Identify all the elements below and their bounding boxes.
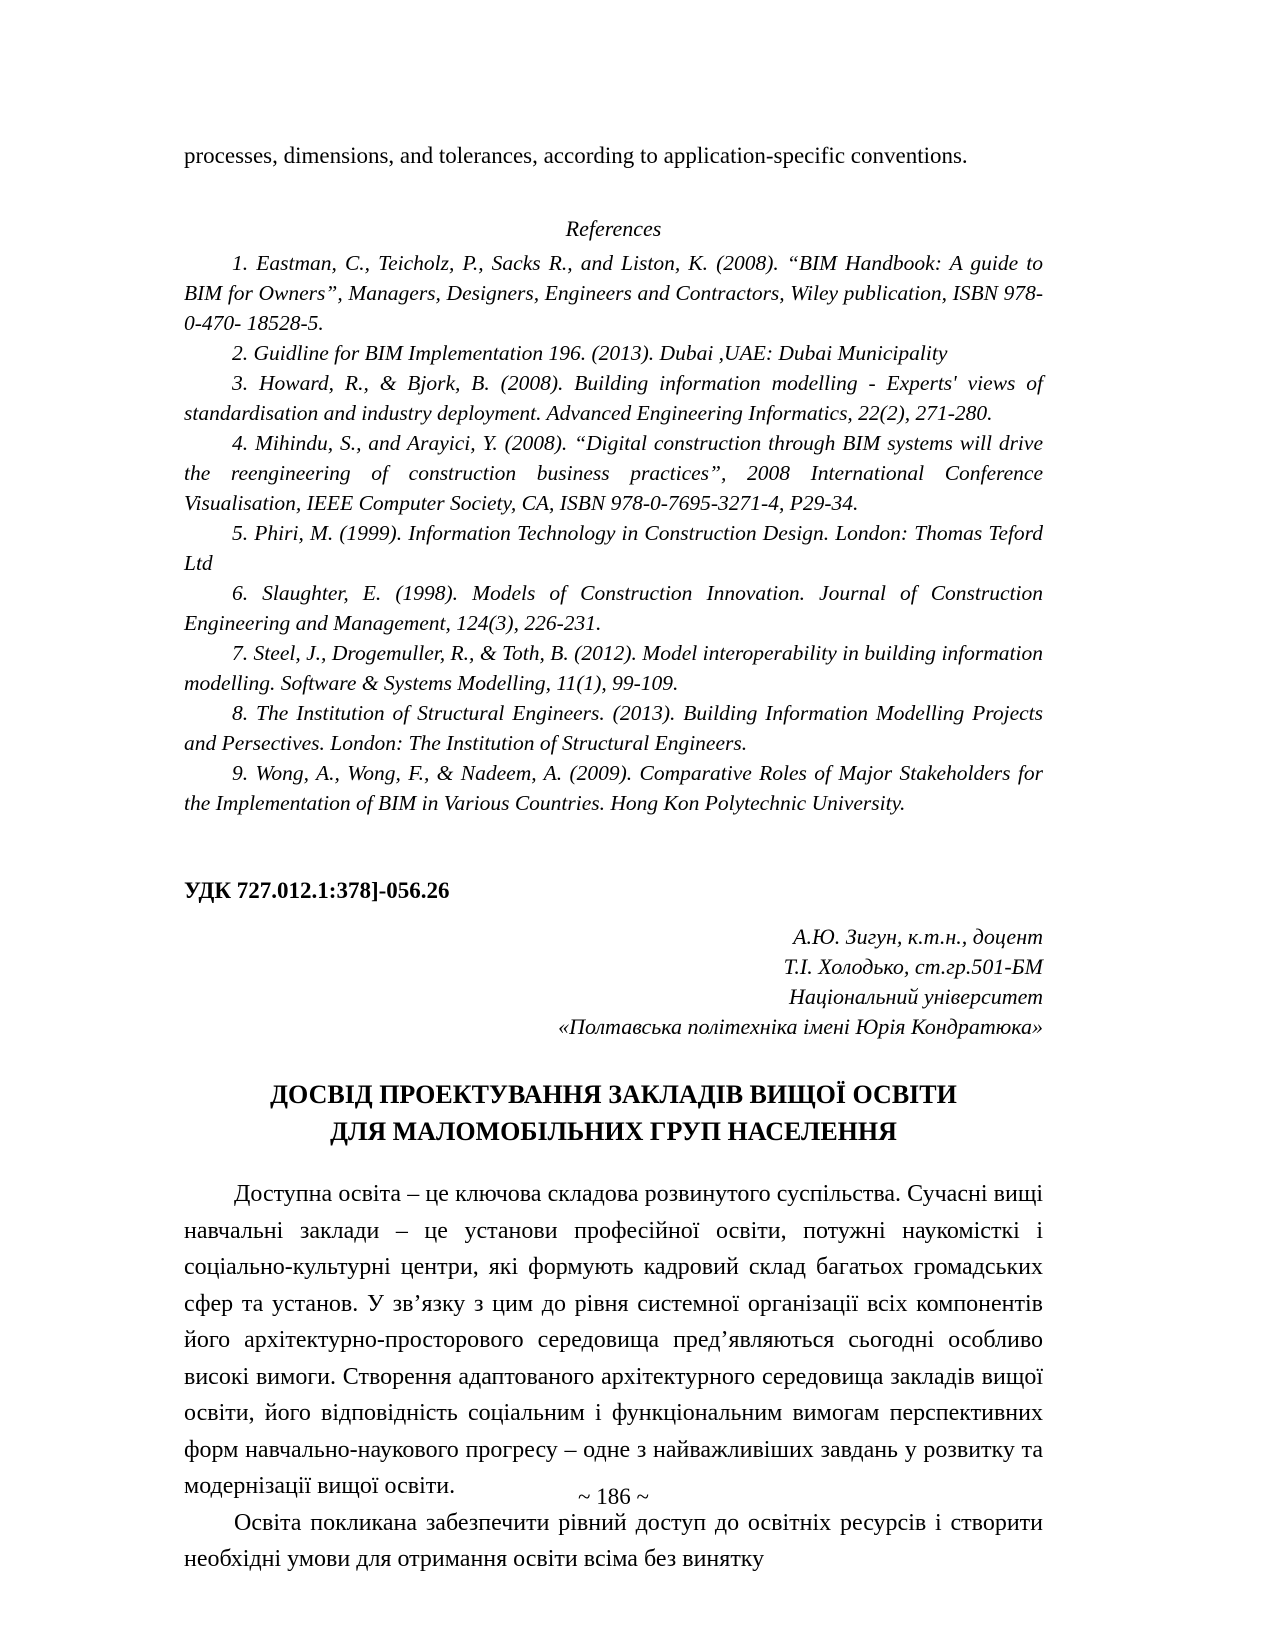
reference-item: 5. Phiri, M. (1999). Information Technology in Construction Design. London: Thomas Teford Ltd: [184, 521, 1043, 575]
body-paragraph: Освіта покликана забезпечити рівний доступ до освітніх ресурсів і створити необхідні умови для отримання освіти всіма без винятку: [184, 1509, 1043, 1572]
reference-item: 8. The Institution of Structural Engineers. (2013). Building Information Modelling Projects and Persectives. London: The Institution of Structural Engineers.: [184, 701, 1043, 755]
reference-item: 7. Steel, J., Drogemuller, R., & Toth, B. (2012). Model interoperability in building information modelling. Software & Systems Modelling, 11(1), 99-109.: [184, 641, 1043, 695]
author-line: А.Ю. Зигун, к.т.н., доцент: [793, 924, 1043, 949]
affiliation-line: «Полтавська політехніка імені Юрія Кондратюка»: [558, 1014, 1043, 1039]
author-line: Т.І. Холодько, ст.гр.501-БМ: [783, 954, 1043, 979]
affiliation-line: Національний університет: [788, 984, 1043, 1009]
article-title-line-2: ДЛЯ МАЛОМОБІЛЬНИХ ГРУП НАСЕЛЕННЯ: [330, 1117, 897, 1146]
reference-item: 9. Wong, A., Wong, F., & Nadeem, A. (2009). Comparative Roles of Major Stakeholders for the Implementation of BIM in Various Countries. Hong Kon Polytechnic University.: [184, 761, 1043, 815]
article-title: [184, 1076, 1043, 1150]
lead-paragraph: processes, dimensions, and tolerances, according to application-specific conventions.: [184, 143, 968, 168]
reference-item: 4. Mihindu, S., and Arayici, Y. (2008). “Digital construction through BIM systems will drive the reengineering of construction business practices”, 2008 International Conference Visualisation, IEEE Computer Society, CA, ISBN 978-0-7695-3271-4, P29-34.: [184, 431, 1043, 515]
reference-item: 6. Slaughter, E. (1998). Models of Construction Innovation. Journal of Construction Engineering and Management, 124(3), 226-231.: [184, 581, 1043, 635]
reference-item: 2. Guidline for BIM Implementation 196. (2013). Dubai ,UAE: Dubai Municipality: [232, 341, 948, 365]
page-number: ~ 186 ~: [578, 1484, 649, 1509]
authors-block: [184, 922, 1043, 1042]
article-body: [184, 1176, 1043, 1578]
body-paragraph: Доступна освіта – це ключова складова розвинутого суспільства. Сучасні вищі навчальні заклади – це установи професійної освіти, потужні наукомісткі і соціально-культурні центри, які формують кадровий склад багатьох громадських сфер та установ. У зв’язку з цим до рівня системної організації всіх компонентів його архітектурно-просторового середовища пред’являються сьогодні особливо високі вимоги. Створення адаптованого архітектурного середовища закладів вищої освіти, його відповідність соціальним і функціональним вимогам перспективних форм навчально-наукового прогресу – одне з найважливіших завдань у розвитку та модернізації вищої освіти.: [184, 1181, 1043, 1499]
article-title-line-1: ДОСВІД ПРОЕКТУВАННЯ ЗАКЛАДІВ ВИЩОЇ ОСВІТИ: [270, 1080, 957, 1109]
reference-item: 3. Howard, R., & Bjork, B. (2008). Building information modelling - Experts' views of standardisation and industry deployment. Advanced Engineering Informatics, 22(2), 271-280.: [184, 371, 1043, 425]
references-heading: References: [565, 216, 662, 241]
references-list: [184, 248, 1043, 818]
udc-code: УДК 727.012.1:378]-056.26: [184, 878, 450, 903]
reference-item: 1. Eastman, C., Teicholz, P., Sacks R., and Liston, K. (2008). “BIM Handbook: A guide to BIM for Owners”, Managers, Designers, Engineers and Contractors, Wiley publication, ISBN 978-0-470- 18528-5.: [184, 251, 1043, 335]
